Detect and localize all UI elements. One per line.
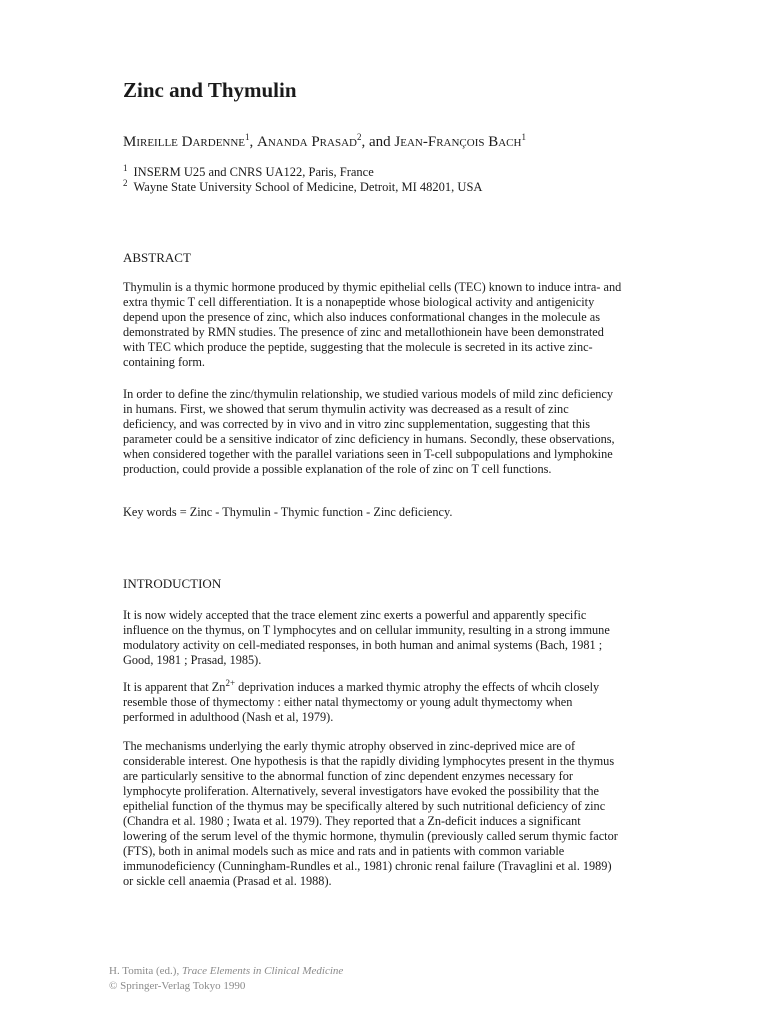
- footer-citation: [109, 964, 343, 979]
- footer-copyright: © Springer-Verlag Tokyo 1990: [109, 980, 246, 992]
- footer-editor: H. Tomita (ed.),: [109, 965, 182, 977]
- author-dardenne: [123, 134, 250, 150]
- footer-book-title: Trace Elements in Clinical Medicine: [181, 965, 344, 977]
- introduction-heading: INTRODUCTION: [123, 576, 222, 591]
- affiliation-number: 1: [123, 162, 128, 173]
- affiliation-number: 2: [123, 177, 128, 188]
- intro-p2-prefix: It is apparent that Zn: [123, 680, 226, 694]
- paper-title: Zinc and Thymulin: [123, 78, 297, 102]
- affiliation-text: INSERM U25 and CNRS UA122, Paris, France: [133, 165, 374, 179]
- affiliation-item: [123, 162, 482, 180]
- affiliation-item: [123, 177, 483, 195]
- author-separator: , and: [361, 134, 395, 150]
- author-bach: [394, 134, 526, 150]
- author-first-name: Ananda: [257, 134, 308, 150]
- intro-paragraph-1: It is now widely accepted that the trace element zinc exerts a powerful and apparently specific influence on the thymus, on T lymphocytes and on cellular immunity, resulting in a strong immune modulatory activity on cell-mediated responses, in both human and animal systems (Bach, 1981 ; Good, 1981 ; Prasad, 1985).: [123, 608, 610, 667]
- abstract-paragraph-2: In order to define the zinc/thymulin relationship, we studied various models of mild zinc deficiency in humans. First, we showed that serum thymulin activity was decreased as a result of zinc deficiency, and was corrected by in vivo and in vitro zinc supplementation, suggesting that this parameter could be a sensitive indicator of zinc deficiency in humans. Secondly, these observations, when considered together with the parallel variations seen in T-cell subpopulations and lymphokine production, could provide a possible explanation of the role of zinc on T cell functions.: [123, 387, 615, 476]
- intro-paragraph-3: The mechanisms underlying the early thymic atrophy observed in zinc-deprived mice are of considerable interest. One hypothesis is that the rapidly dividing lymphocytes present in the thymus are particularly sensitive to the abnormal function of zinc dependent enzymes necessary for lymphocyte proliferation. Alternatively, several investigators have evoked the possibility that the epithelial function of the thymus may be specifically altered by such nutritional deficiency of zinc (Chandra et al. 1980 ; Iwata et al. 1979). They reported that a Zn-deficit induces a significant lowering of the serum level of the thymic hormone, thymulin (previously called serum thymic factor (FTS), both in animal models such as mice and rats and in patients with common variable immunodeficiency (Cunningham-Rundles et al., 1981) chronic renal failure (Travaglini et al. 1989) or sickle cell anaemia (Prasad et al. 1988).: [123, 739, 618, 888]
- author-affil-mark: 1: [245, 132, 250, 142]
- author-separator: ,: [249, 134, 258, 150]
- author-first-name: Mireille: [123, 134, 178, 150]
- author-first-name: Jean-François: [394, 134, 485, 150]
- zinc-charge: 2+: [225, 677, 236, 688]
- author-last-name: Bach: [488, 134, 522, 150]
- affiliation-list: [123, 162, 483, 195]
- intro-p2-suffix: deprivation induces a marked thymic atrophy the effects of whcih closely resemble those of thymectomy : either natal thymectomy or young adult thymectomy when performed in adulthood (Nash et al, 1979).: [123, 680, 600, 724]
- author-last-name: Prasad: [311, 134, 357, 150]
- intro-paragraph-2: [123, 677, 623, 725]
- abstract-heading: ABSTRACT: [123, 250, 191, 265]
- author-list: [123, 134, 526, 151]
- author-affil-mark: 2: [356, 132, 362, 142]
- affiliation-text: Wayne State University School of Medicine, Detroit, MI 48201, USA: [133, 180, 483, 194]
- author-last-name: Dardenne: [181, 134, 246, 150]
- page-footer: [109, 964, 343, 994]
- author-prasad: [257, 134, 361, 150]
- abstract-paragraph-1: Thymulin is a thymic hormone produced by thymic epithelial cells (TEC) known to induce intra- and extra thymic T cell differentiation. It is a nonapeptide whose biological activity and antigenicity depend upon the presence of zinc, which also induces conformational changes in the molecule as demonstrated by RMN studies. The presence of zinc and metallothionein have been demonstrated with TEC which produce the peptide, suggesting that the molecule is secreted in its active zinc-containing form.: [123, 280, 622, 369]
- author-affil-mark: 1: [521, 132, 526, 142]
- keywords: Key words = Zinc - Thymulin - Thymic function - Zinc deficiency.: [123, 505, 453, 519]
